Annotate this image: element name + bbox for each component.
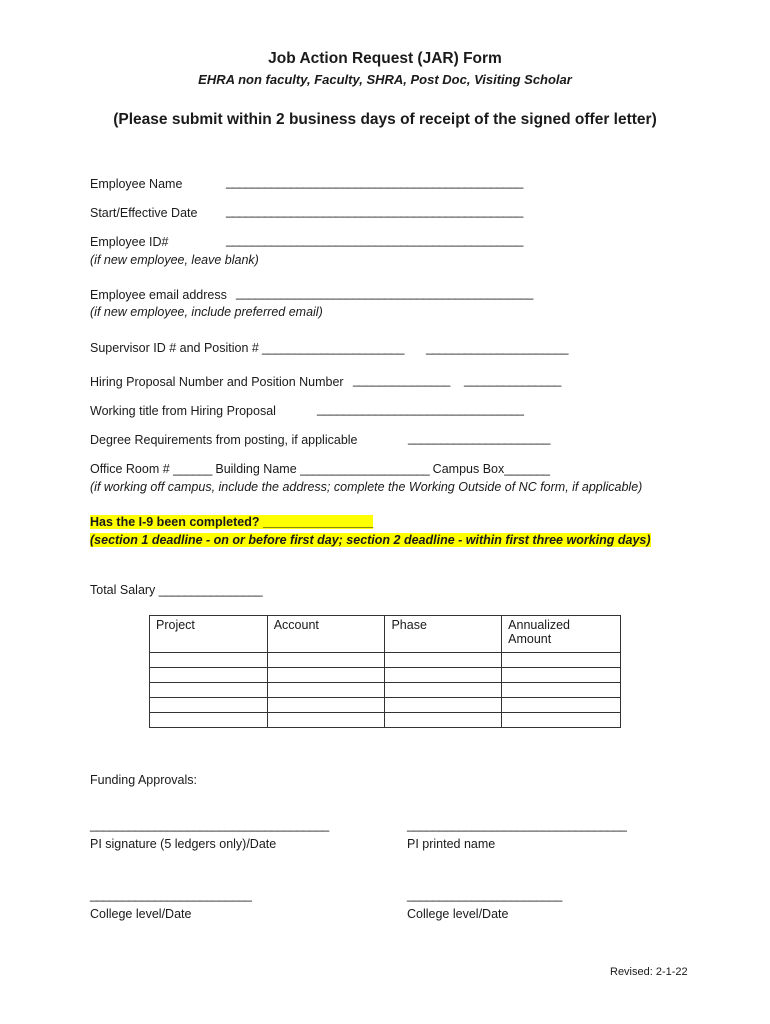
office-row (90, 462, 549, 476)
col-project: Project (150, 616, 268, 653)
table-cell[interactable] (502, 653, 621, 668)
degree-req-field[interactable]: ______________________ (408, 431, 550, 445)
funding-approvals-label: Funding Approvals: (90, 773, 198, 787)
building-name-label: Building Name (215, 462, 297, 476)
table-cell[interactable] (150, 683, 268, 698)
college-level-date-label-1: College level/Date (90, 907, 192, 921)
i9-question: Has the I-9 been completed? (90, 515, 260, 529)
table-row (150, 683, 621, 698)
pi-signature-label: PI signature (5 ledgers only)/Date (90, 837, 277, 851)
i9-question-row (90, 513, 373, 531)
i9-field[interactable]: _________________ (262, 515, 373, 529)
start-date-label: Start/Effective Date (90, 206, 198, 220)
office-room-field[interactable]: ______ (173, 462, 212, 476)
office-room-label: Office Room # (90, 462, 170, 476)
pi-printed-name-field[interactable]: __________________________________ (407, 818, 627, 832)
table-cell[interactable] (502, 713, 621, 728)
table-cell[interactable] (267, 713, 385, 728)
office-note: (if working off campus, include the address; complete the Working Outside of NC form, if applicable) (90, 480, 643, 494)
position-number-field[interactable]: _______________ (464, 373, 561, 387)
employee-name-field[interactable]: ______________________________________________ (226, 175, 523, 189)
table-cell[interactable] (150, 653, 268, 668)
form-subtitle: EHRA non faculty, Faculty, SHRA, Post Doc, Visiting Scholar (198, 72, 572, 87)
working-title-label: Working title from Hiring Proposal (90, 404, 276, 418)
col-annualized-amount: Annualized Amount (502, 616, 621, 653)
supervisor-label: Supervisor ID # and Position # (90, 341, 259, 355)
table-cell[interactable] (385, 668, 502, 683)
campus-box-field[interactable]: _______ (504, 462, 550, 476)
table-row (150, 653, 621, 668)
employee-name-label: Employee Name (90, 177, 183, 191)
hiring-proposal-label: Hiring Proposal Number and Position Number (90, 375, 344, 389)
employee-id-label: Employee ID# (90, 235, 169, 249)
i9-note-row (90, 531, 651, 549)
table-row (150, 713, 621, 728)
table-row (150, 698, 621, 713)
col-account: Account (267, 616, 385, 653)
table-cell[interactable] (150, 698, 268, 713)
pi-signature-field[interactable]: _____________________________________ (90, 818, 329, 832)
table-cell[interactable] (267, 698, 385, 713)
campus-box-label: Campus Box (432, 462, 505, 476)
table-cell[interactable] (385, 713, 502, 728)
employee-email-field[interactable]: ______________________________________________ (236, 286, 533, 300)
table-cell[interactable] (502, 668, 621, 683)
table-cell[interactable] (267, 683, 385, 698)
supervisor-id-field[interactable]: ______________________ (262, 341, 404, 355)
submission-notice: (Please submit within 2 business days of receipt of the signed offer letter) (113, 111, 657, 128)
table-row (150, 668, 621, 683)
employee-email-note: (if new employee, include preferred email) (90, 305, 323, 319)
total-salary-row (90, 583, 262, 597)
employee-email-label: Employee email address (90, 288, 227, 302)
employee-id-field[interactable]: ______________________________________________ (226, 233, 523, 247)
i9-note: (section 1 deadline - on or before first day; section 2 deadline - within first three working days) (90, 533, 651, 547)
total-salary-label: Total Salary (90, 583, 156, 597)
working-title-field[interactable]: ________________________________ (317, 402, 524, 416)
college-level-date-label-2: College level/Date (407, 907, 509, 921)
table-cell[interactable] (150, 668, 268, 683)
pi-printed-name-label: PI printed name (407, 837, 496, 851)
table-cell[interactable] (502, 683, 621, 698)
total-salary-field[interactable]: ________________ (158, 583, 263, 597)
form-title: Job Action Request (JAR) Form (268, 50, 502, 67)
table-cell[interactable] (150, 713, 268, 728)
col-phase: Phase (385, 616, 502, 653)
table-cell[interactable] (385, 653, 502, 668)
college-level-date-field-2[interactable]: ________________________ (407, 888, 562, 902)
revised-date: Revised: 2-1-22 (610, 966, 688, 978)
table-cell[interactable] (267, 668, 385, 683)
table-cell[interactable] (502, 698, 621, 713)
hiring-proposal-number-field[interactable]: _______________ (353, 373, 450, 387)
college-level-date-field-1[interactable]: _________________________ (90, 888, 252, 902)
table-cell[interactable] (385, 698, 502, 713)
funding-table (149, 615, 621, 728)
degree-req-label: Degree Requirements from posting, if applicable (90, 433, 358, 447)
supervisor-position-field[interactable]: ______________________ (426, 341, 568, 355)
employee-id-note: (if new employee, leave blank) (90, 253, 259, 267)
table-cell[interactable] (385, 683, 502, 698)
table-cell[interactable] (267, 653, 385, 668)
building-name-field[interactable]: ____________________ (300, 462, 430, 476)
start-date-field[interactable]: ______________________________________________ (226, 204, 523, 218)
